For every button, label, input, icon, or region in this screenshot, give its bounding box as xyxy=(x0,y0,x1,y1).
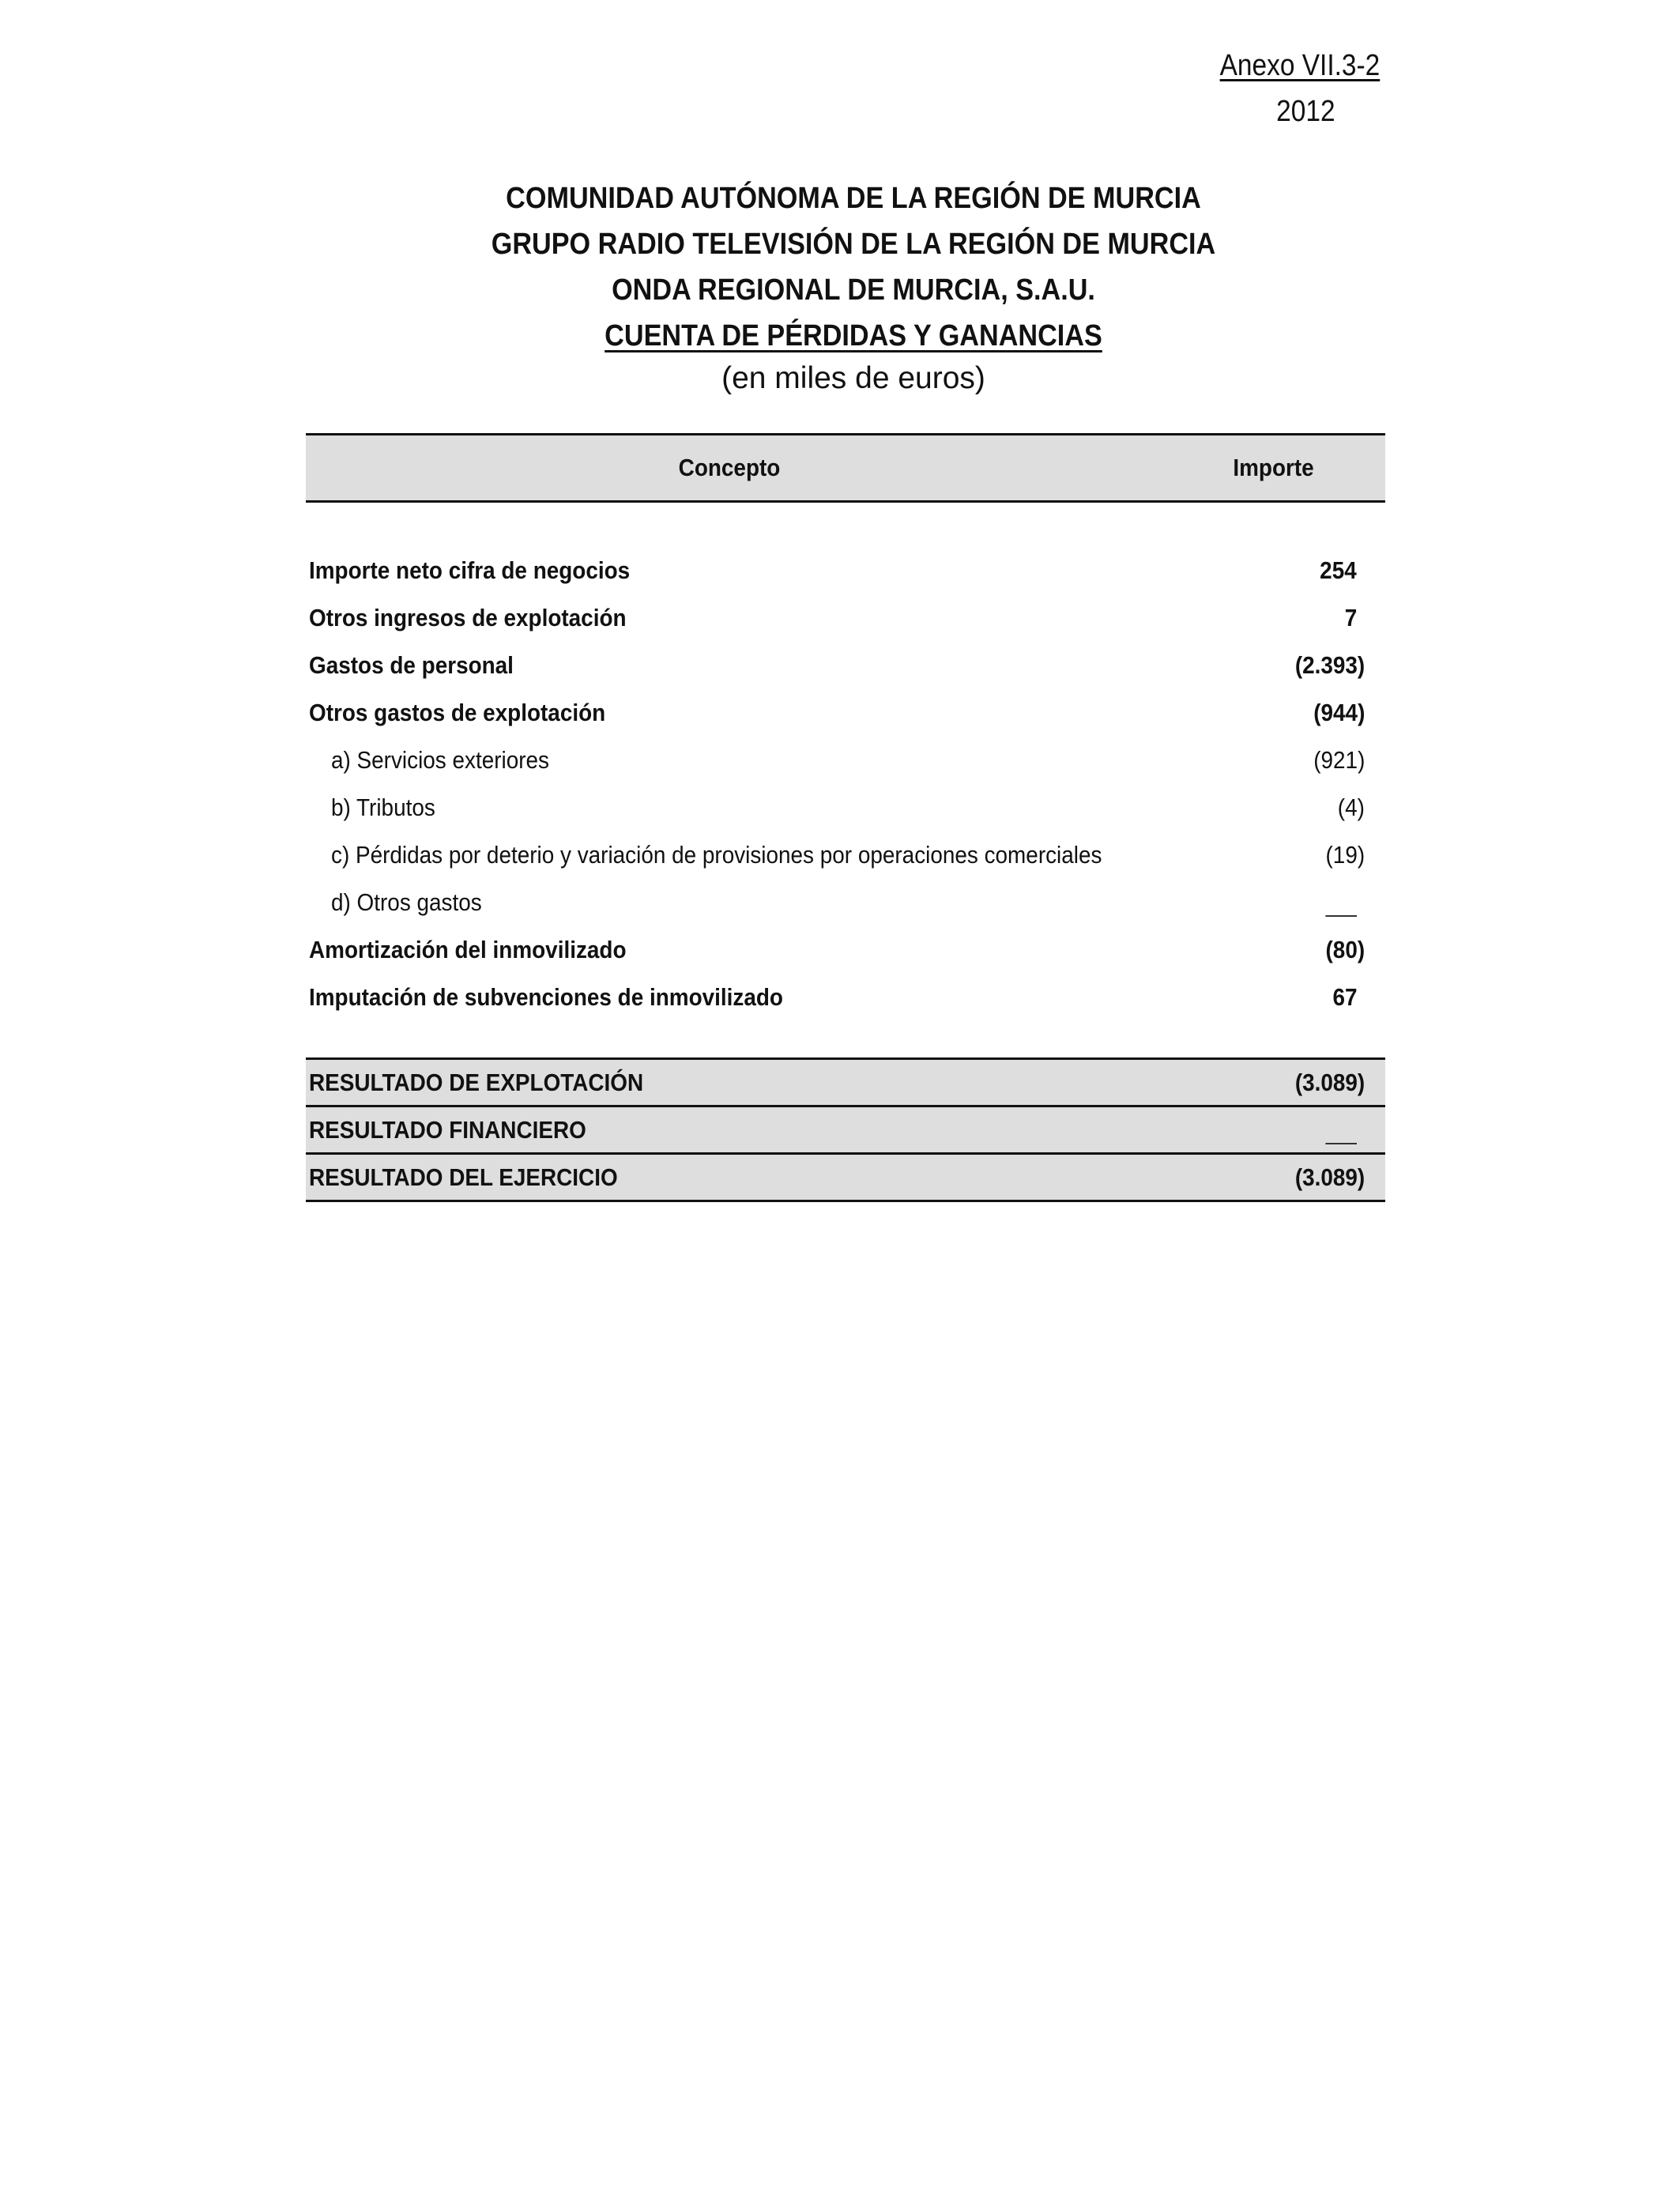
total-value: (3.089) xyxy=(1294,1163,1365,1191)
row-label: a) Servicios exteriores xyxy=(331,746,549,774)
title-company: ONDA REGIONAL DE MURCIA, S.A.U. xyxy=(612,273,1095,307)
row-value: (19) xyxy=(1325,841,1365,869)
row-value: (921) xyxy=(1313,746,1365,774)
row-label: Gastos de personal xyxy=(309,651,514,679)
table-row xyxy=(306,596,1385,643)
table-row xyxy=(306,975,1385,1023)
row-label: Imputación de subvenciones de inmovilizado xyxy=(309,983,783,1011)
row-label: b) Tributos xyxy=(331,794,435,821)
table-row xyxy=(306,738,1385,786)
total-label: RESULTADO DE EXPLOTACIÓN xyxy=(309,1069,644,1096)
row-label: Amortización del inmovilizado xyxy=(309,936,627,963)
row-value: (2.393) xyxy=(1294,651,1365,679)
row-value: 67 xyxy=(1332,983,1357,1011)
table-row xyxy=(306,786,1385,833)
table-header xyxy=(306,433,1385,503)
row-label: d) Otros gastos xyxy=(331,888,482,916)
table-row xyxy=(306,548,1385,596)
title-statement-text: CUENTA DE PÉRDIDAS Y GANANCIAS xyxy=(605,319,1102,352)
row-value: (4) xyxy=(1337,794,1365,821)
title-region: COMUNIDAD AUTÓNOMA DE LA REGIÓN DE MURCIA xyxy=(506,182,1201,215)
title-statement xyxy=(363,313,1344,359)
row-label: c) Pérdidas por deterio y variación de provisiones por operaciones comerciales xyxy=(331,841,1102,869)
title-units: (en miles de euros) xyxy=(721,361,985,395)
row-value: 254 xyxy=(1320,556,1357,584)
total-row-net-result xyxy=(306,1155,1385,1202)
annex-label: Anexo VII.3-2 xyxy=(1219,49,1380,82)
column-header-amount: Importe xyxy=(1233,454,1314,481)
title-block xyxy=(308,175,1399,398)
table-row xyxy=(306,643,1385,691)
row-label: Otros gastos de explotación xyxy=(309,699,606,726)
total-value-empty-dash xyxy=(1325,1143,1357,1144)
column-header-concept: Concepto xyxy=(678,454,781,481)
row-label: Otros ingresos de explotación xyxy=(309,604,627,631)
table-row xyxy=(306,880,1385,928)
table-body xyxy=(306,548,1385,1023)
table-row xyxy=(306,833,1385,880)
totals-section xyxy=(306,1057,1385,1202)
row-label: Importe neto cifra de negocios xyxy=(309,556,631,584)
row-value: (944) xyxy=(1313,699,1365,726)
row-value-empty-dash xyxy=(1325,915,1357,917)
total-row-financial-result xyxy=(306,1107,1385,1155)
row-value: 7 xyxy=(1344,604,1357,631)
total-label: RESULTADO DEL EJERCICIO xyxy=(309,1163,618,1191)
table-row xyxy=(306,928,1385,975)
table-row xyxy=(306,691,1385,738)
total-value: (3.089) xyxy=(1294,1069,1365,1096)
row-value: (80) xyxy=(1325,936,1365,963)
total-row-operating-result xyxy=(306,1060,1385,1107)
income-statement-table xyxy=(306,433,1385,1191)
total-label: RESULTADO FINANCIERO xyxy=(309,1116,586,1144)
title-group: GRUPO RADIO TELEVISIÓN DE LA REGIÓN DE MURCIA xyxy=(491,228,1216,261)
annex-year: 2012 xyxy=(1276,95,1335,128)
